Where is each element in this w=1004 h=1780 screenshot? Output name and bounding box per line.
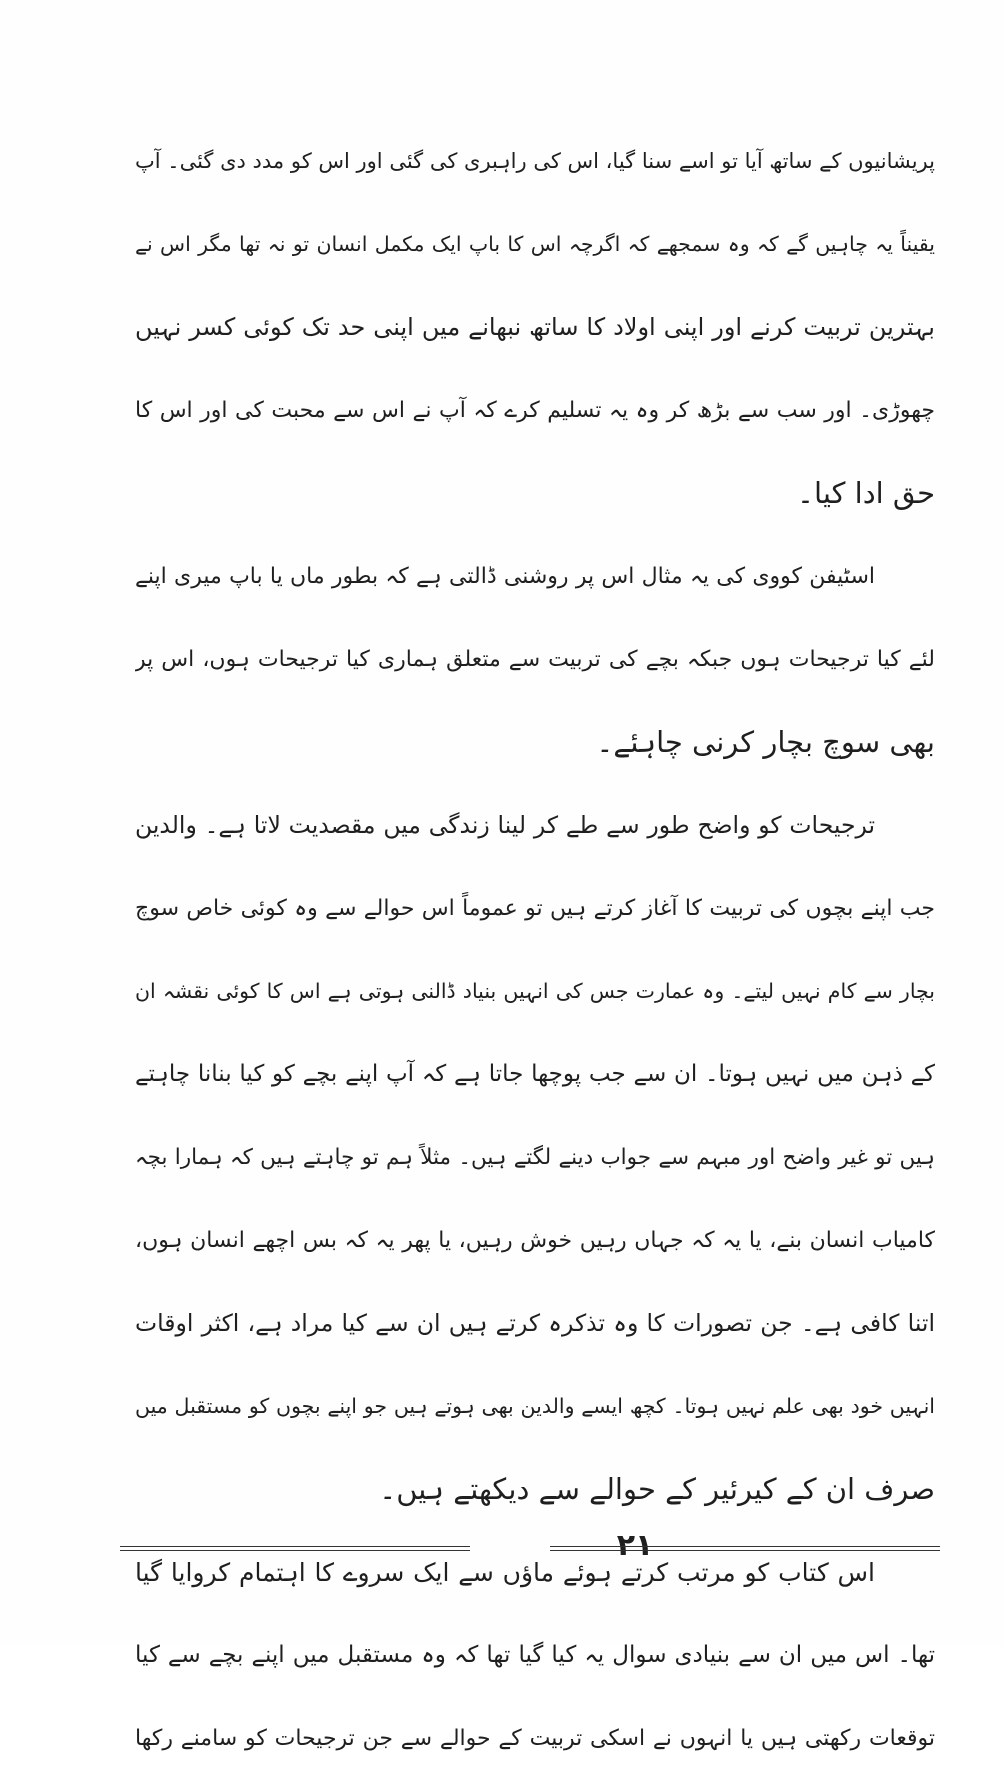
text-line: حق ادا کیا۔ xyxy=(797,476,935,510)
text-line: کامیاب انسان بنے، یا یہ کہ جہاں رہیں خوش رہیں، یا پھر یہ کہ بس اچھے انسان ہوں، xyxy=(135,1228,935,1253)
text-line: اس کتاب کو مرتب کرتے ہوئے ماؤں سے ایک سروے کا اہتمام کروایا گیا xyxy=(135,1558,875,1587)
text-line: بہترین تربیت کرنے اور اپنی اولاد کا ساتھ نبھانے میں اپنی حد تک کوئی کسر نہیں xyxy=(135,313,935,341)
text-line: بھی سوچ بچار کرنی چاہئے۔ xyxy=(596,725,935,759)
text-line: پریشانیوں کے ساتھ آیا تو اسے سنا گیا، اس کی راہبری کی گئی اور اس کو مدد دی گئی۔ آپ xyxy=(135,149,935,173)
text-line: توقعات رکھتی ہیں یا انہوں نے اسکی تربیت کے حوالے سے جن ترجیحات کو سامنے رکھا xyxy=(135,1726,935,1751)
text-line: تھا۔ اس میں ان سے بنیادی سوال یہ کیا گیا تھا کہ وہ مستقبل میں اپنے بچے سے کیا xyxy=(135,1642,935,1668)
text-line: انہیں خود بھی علم نہیں ہوتا۔ کچھ ایسے والدین بھی ہوتے ہیں جو اپنے بچوں کو مستقبل میں xyxy=(135,1394,935,1418)
text-line: ترجیحات کو واضح طور سے طے کر لینا زندگی میں مقصدیت لاتا ہے۔ والدین xyxy=(135,811,875,839)
text-line: ہیں تو غیر واضح اور مبہم سے جواب دینے لگتے ہیں۔ مثلاً ہم تو چاہتے ہیں کہ ہمارا بچہ xyxy=(135,1145,935,1170)
footer-rule-right xyxy=(550,1546,940,1551)
text-line: چھوڑی۔ اور سب سے بڑھ کر وہ یہ تسلیم کرے کہ آپ نے اس سے محبت کی اور اس کا xyxy=(135,398,935,423)
page-number: ۲۱ xyxy=(616,1528,654,1563)
text-line: بچار سے کام نہیں لیتے۔ وہ عمارت جس کی انہیں بنیاد ڈالنی ہوتی ہے اس کا کوئی نقشہ ان xyxy=(135,979,935,1003)
page-footer xyxy=(120,1528,940,1568)
text-line: جب اپنے بچوں کی تربیت کا آغاز کرتے ہیں تو عموماً اس حوالے سے وہ کوئی خاص سوچ xyxy=(135,896,935,921)
text-line: یقیناً یہ چاہیں گے کہ وہ سمجھے کہ اگرچہ اس کا باپ ایک مکمل انسان تو نہ تھا مگر اس نے xyxy=(135,232,935,256)
text-line: اتنا کافی ہے۔ جن تصورات کا وہ تذکرہ کرتے ہیں ان سے کیا مراد ہے، اکثر اوقات xyxy=(135,1309,935,1337)
text-line: کے ذہن میں نہیں ہوتا۔ ان سے جب پوچھا جاتا ہے کہ آپ اپنے بچے کو کیا بنانا چاہتے xyxy=(135,1061,935,1087)
text-line: اسٹیفن کووی کی یہ مثال اس پر روشنی ڈالتی ہے کہ بطور ماں یا باپ میری اپنے xyxy=(135,564,875,589)
text-line: صرف ان کے کیرئیر کے حوالے سے دیکھتے ہیں۔ xyxy=(379,1472,935,1506)
footer-rule-left xyxy=(120,1546,470,1551)
text-line: لئے کیا ترجیحات ہوں جبکہ بچے کی تربیت سے متعلق ہماری کیا ترجیحات ہوں، اس پر xyxy=(135,647,935,672)
